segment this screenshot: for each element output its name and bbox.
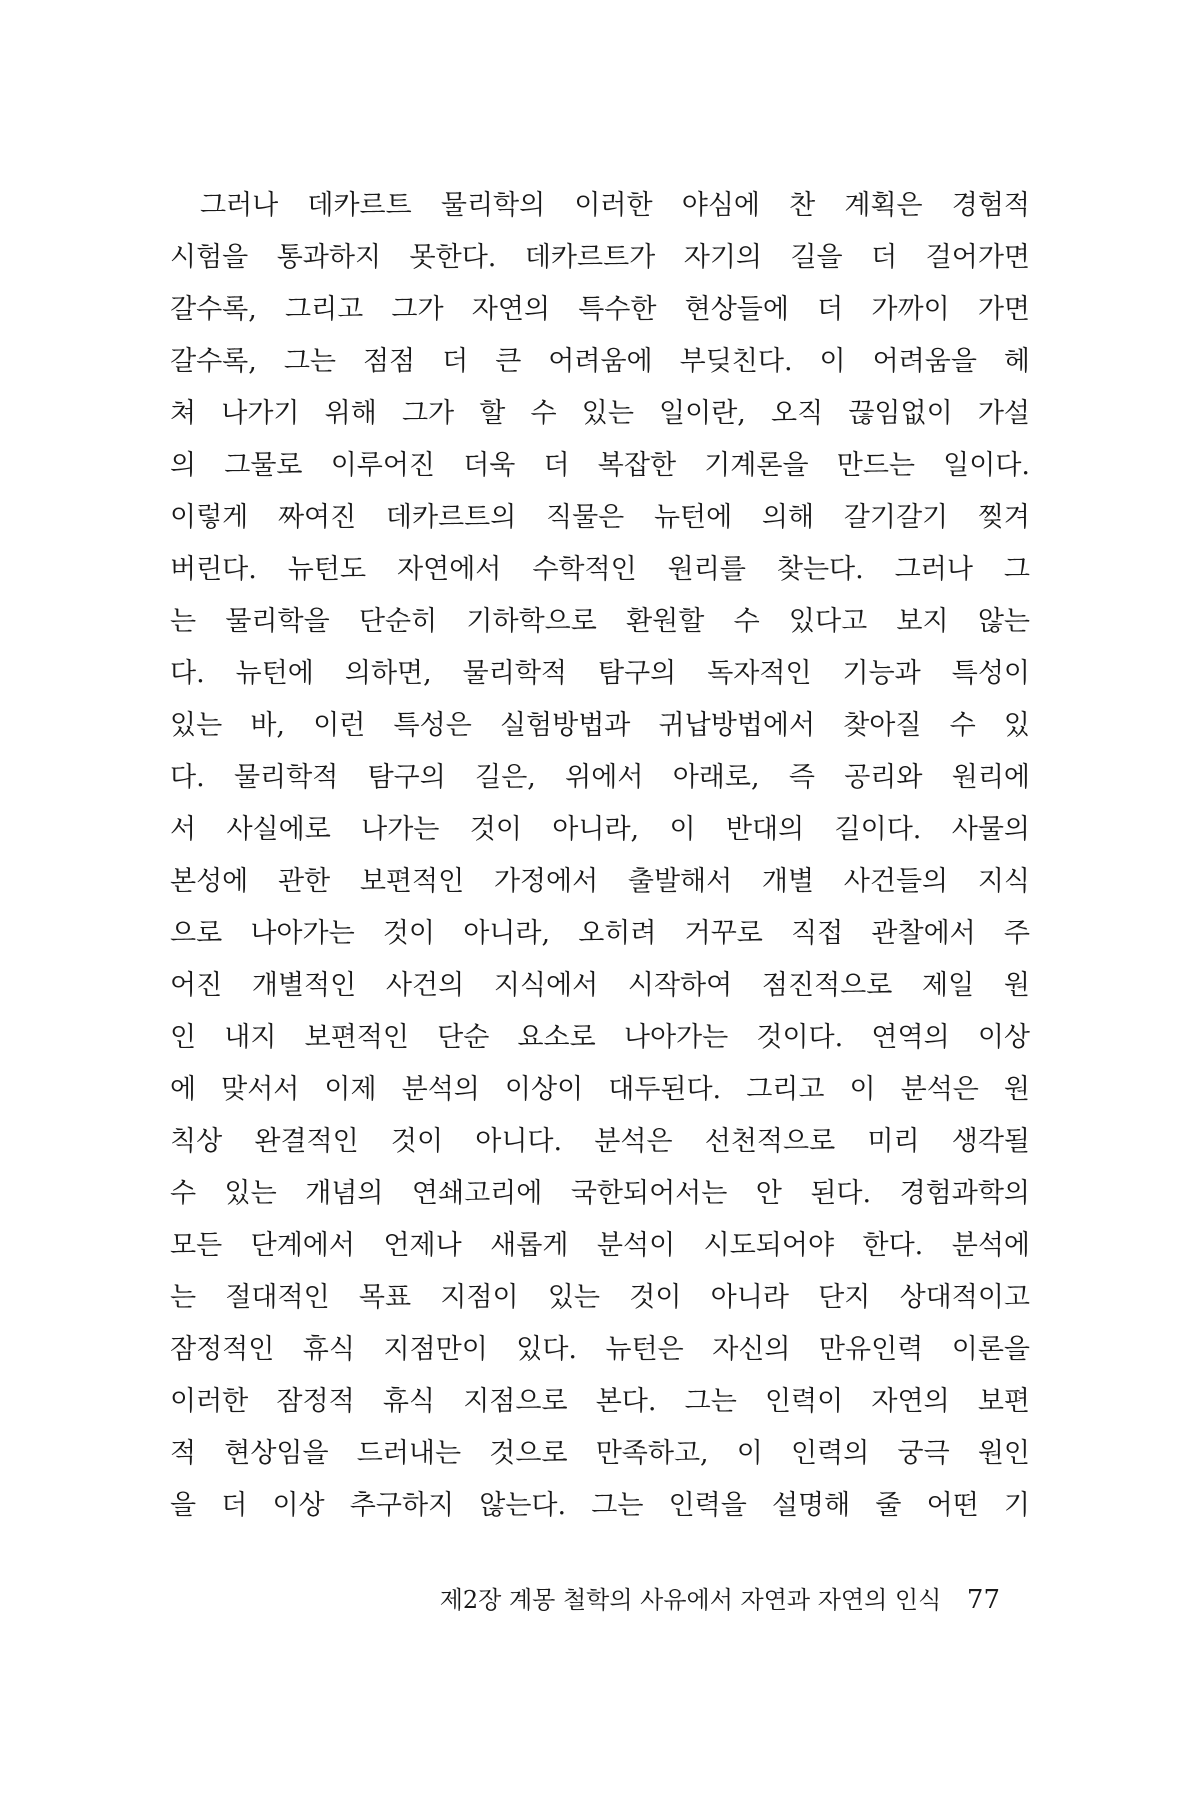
text-line: 그러나 데카르트 물리학의 이러한 야심에 찬 계획은 경험적 [200,190,1030,221]
chapter-title: 제2장 계몽 철학의 사유에서 자연과 자연의 인식 [439,1586,942,1614]
text-line: 적 현상임을 드러내는 것으로 만족하고, 이 인력의 궁극 원인 [170,1438,1030,1469]
text-line: 에 맞서서 이제 분석의 이상이 대두된다. 그리고 이 분석은 원 [170,1074,1030,1105]
body-text [170,180,1030,1532]
running-footer [360,1580,1000,1620]
text-line: 는 절대적인 목표 지점이 있는 것이 아니라 단지 상대적이고 [170,1282,1030,1313]
text-line: 갈수록, 그리고 그가 자연의 특수한 현상들에 더 가까이 가면 [170,294,1030,325]
text-line: 본성에 관한 보편적인 가정에서 출발해서 개별 사건들의 지식 [170,866,1030,897]
text-line: 다. 물리학적 탐구의 길은, 위에서 아래로, 즉 공리와 원리에 [170,762,1030,793]
text-line: 는 물리학을 단순히 기하학으로 환원할 수 있다고 보지 않는 [170,606,1030,637]
page-number: 77 [966,1585,1000,1615]
text-line: 어진 개별적인 사건의 지식에서 시작하여 점진적으로 제일 원 [170,970,1030,1001]
text-line: 다. 뉴턴에 의하면, 물리학적 탐구의 독자적인 기능과 특성이 [170,658,1030,689]
text-line: 서 사실에로 나가는 것이 아니라, 이 반대의 길이다. 사물의 [170,814,1030,845]
text-line: 수 있는 개념의 연쇄고리에 국한되어서는 안 된다. 경험과학의 [170,1178,1030,1209]
text-line: 모든 단계에서 언제나 새롭게 분석이 시도되어야 한다. 분석에 [170,1230,1030,1261]
text-line: 인 내지 보편적인 단순 요소로 나아가는 것이다. 연역의 이상 [170,1022,1030,1053]
text-line: 으로 나아가는 것이 아니라, 오히려 거꾸로 직접 관찰에서 주 [170,918,1030,949]
text-line: 버린다. 뉴턴도 자연에서 수학적인 원리를 찾는다. 그러나 그 [170,554,1030,585]
text-line: 갈수록, 그는 점점 더 큰 어려움에 부딪친다. 이 어려움을 헤 [170,346,1030,377]
text-line: 잠정적인 휴식 지점만이 있다. 뉴턴은 자신의 만유인력 이론을 [170,1334,1030,1365]
text-line: 이렇게 짜여진 데카르트의 직물은 뉴턴에 의해 갈기갈기 찢겨 [170,502,1030,533]
text-line: 시험을 통과하지 못한다. 데카르트가 자기의 길을 더 걸어가면 [170,242,1030,273]
text-line: 쳐 나가기 위해 그가 할 수 있는 일이란, 오직 끊임없이 가설 [170,398,1030,429]
text-line: 의 그물로 이루어진 더욱 더 복잡한 기계론을 만드는 일이다. [170,450,1030,481]
text-line: 이러한 잠정적 휴식 지점으로 본다. 그는 인력이 자연의 보편 [170,1386,1030,1417]
text-line: 칙상 완결적인 것이 아니다. 분석은 선천적으로 미리 생각될 [170,1126,1030,1157]
text-line: 있는 바, 이런 특성은 실험방법과 귀납방법에서 찾아질 수 있 [170,710,1030,741]
text-line: 을 더 이상 추구하지 않는다. 그는 인력을 설명해 줄 어떤 기 [170,1490,1030,1521]
